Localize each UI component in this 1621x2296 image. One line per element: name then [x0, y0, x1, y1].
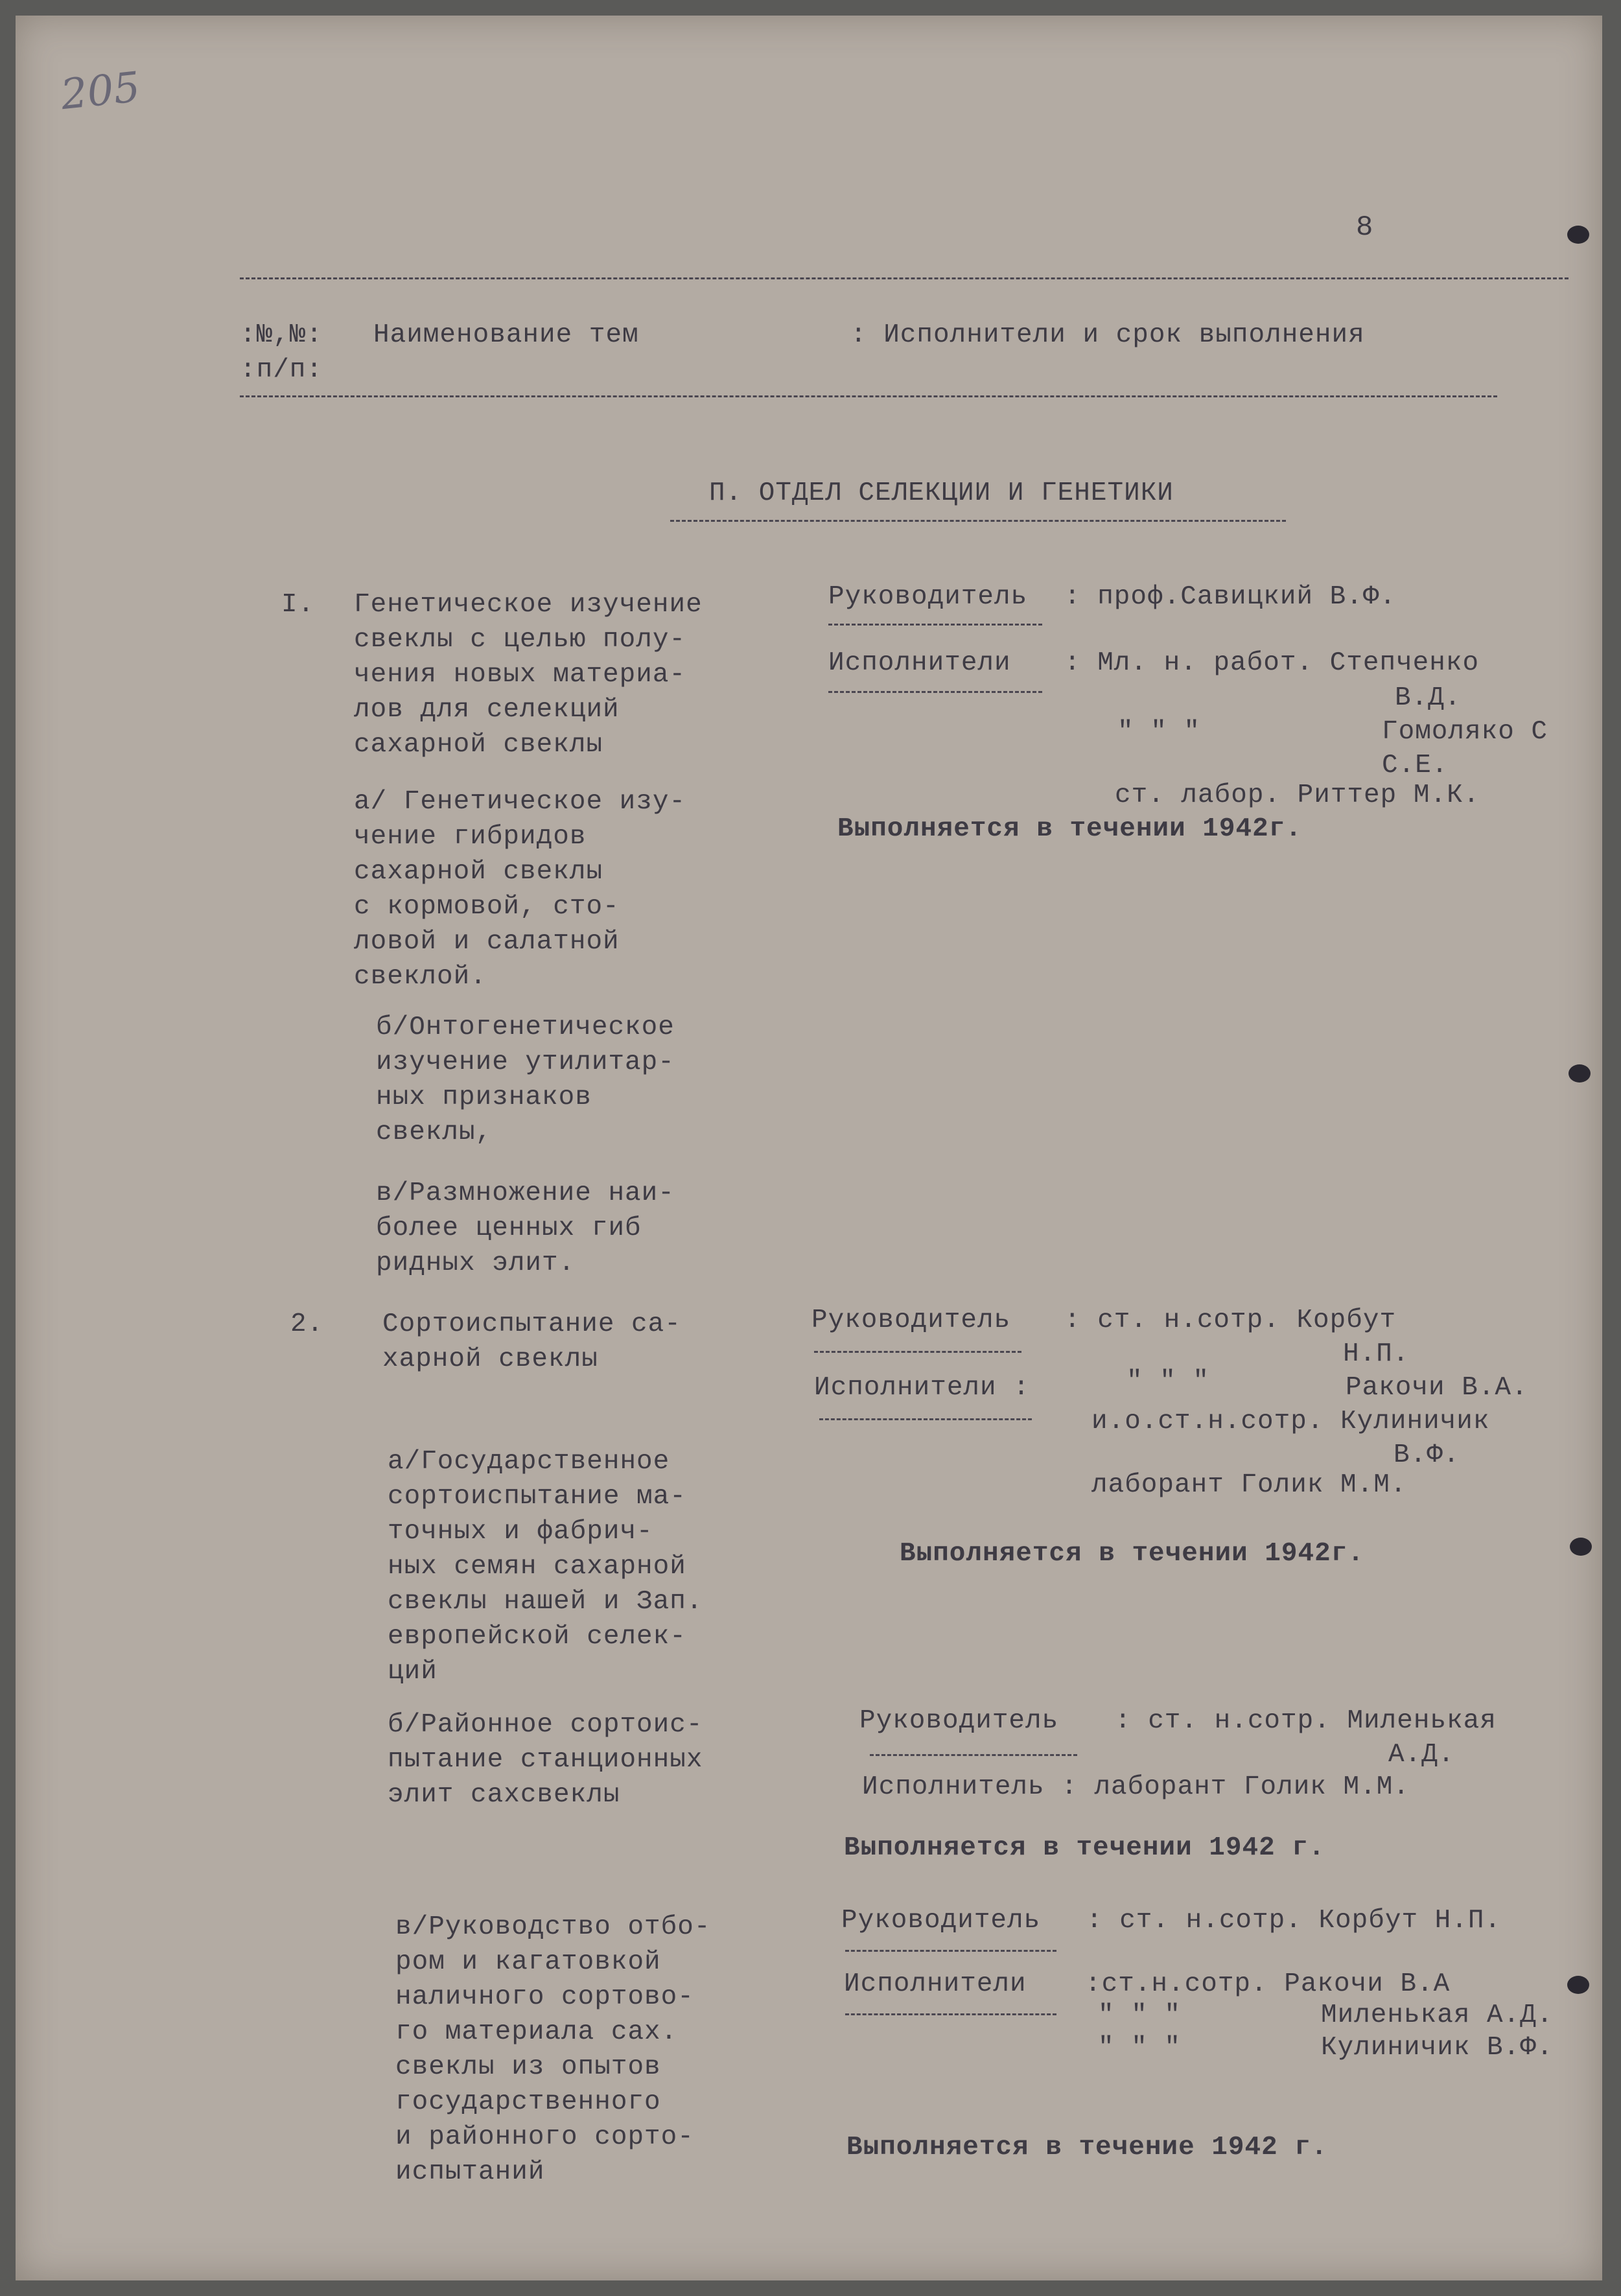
executor-row: Миленькая А.Д. — [1321, 2000, 1554, 2030]
executor-row: " " " — [1098, 2033, 1182, 2063]
subitem-title: в/Размножение наи- более ценных гиб ридных элит. — [376, 1178, 675, 1278]
leader-value-cont: А.Д. — [1388, 1740, 1455, 1770]
executor-row: Ракочи В.А. — [1346, 1373, 1528, 1403]
header-col-topic: Наименование тем — [373, 320, 639, 350]
executor-row: " " " — [1117, 717, 1201, 747]
underline — [819, 1418, 1032, 1420]
underline — [845, 1950, 1056, 1952]
executors-label: Исполнители — [828, 648, 1011, 678]
term: Выполняется в течение 1942 г. — [846, 2133, 1328, 2162]
executor-row: и.о.ст.н.сотр. Кулиничик — [1091, 1407, 1490, 1436]
section-title-underline — [670, 520, 1286, 522]
executor-row: С.Е. — [1382, 751, 1449, 780]
subitem-title: б/Онтогенетическое изучение утилитар- ных признаков свеклы, — [376, 1013, 675, 1147]
archive-number: 205 — [58, 63, 143, 120]
executor-row: лаборант Голик М.М. — [1091, 1470, 1407, 1500]
page-number: 8 — [1356, 211, 1374, 244]
executor-row: :ст.н.сотр. Ракочи В.А — [1085, 1969, 1451, 1999]
term: Выполняется в течении 1942 г. — [844, 1833, 1325, 1863]
executor-row: В.Д. — [1395, 683, 1462, 713]
executor-row: Гомоляко С — [1382, 717, 1548, 747]
item-title: Сортоиспытание са- харной свеклы — [382, 1309, 681, 1374]
executor-row: Кулиничик В.Ф. — [1321, 2033, 1554, 2063]
leader-value: : ст. н.сотр. Корбут — [1064, 1306, 1397, 1335]
header-rule-top — [240, 277, 1569, 279]
item-number: I. — [281, 590, 315, 620]
binder-hole — [1570, 1538, 1592, 1556]
leader-value: : ст. н.сотр. Корбут Н.П. — [1086, 1906, 1502, 1936]
underline — [828, 691, 1042, 693]
underline — [814, 1351, 1021, 1353]
executor-line: Исполнитель : лаборант Голик М.М. — [862, 1772, 1410, 1802]
binder-hole — [1567, 1976, 1589, 1994]
leader-label: Руководитель — [841, 1906, 1041, 1936]
executor-row: ст. лабор. Риттер М.К. — [1115, 780, 1480, 810]
item-title: Генетическое изучение свеклы с целью полу- чения новых материа- лов для селекций сахарной свеклы — [354, 590, 703, 760]
document-page — [16, 16, 1602, 2280]
executors-label: Исполнители : — [814, 1373, 1030, 1403]
subitem-title: б/Районное сортоис- пытание станционных элит сахсвеклы — [388, 1710, 703, 1810]
binder-hole — [1567, 226, 1589, 244]
term: Выполняется в течении 1942г. — [900, 1539, 1364, 1569]
binder-hole — [1569, 1064, 1591, 1083]
subitem-title: в/Руководство отбо- ром и кагатовкой наличного сортово- го материала сах. свеклы из опытов государственного и районного сорто- испытаний — [395, 1912, 711, 2187]
leader-label: Руководитель — [828, 582, 1028, 612]
section-title: П. ОТДЕЛ СЕЛЕКЦИИ И ГЕНЕТИКИ — [709, 478, 1174, 508]
underline — [870, 1754, 1077, 1756]
subitem-title: а/ Генетическое изу- чение гибридов сахарной свеклы с кормовой, сто- ловой и салатной свеклой. — [354, 787, 686, 992]
executor-row: В.Ф. — [1394, 1440, 1460, 1470]
subitem-title: а/Государственное сортоиспытание ма- точных и фабрич- ных семян сахарной свеклы нашей и Зап. европейской селек- ций — [388, 1447, 703, 1687]
underline — [828, 624, 1042, 626]
executor-row: " " " — [1126, 1366, 1210, 1396]
header-col-number-sub: :п/п: — [240, 355, 323, 385]
term: Выполняется в течении 1942г. — [837, 814, 1302, 844]
leader-label: Руководитель — [859, 1706, 1059, 1736]
leader-value: : ст. н.сотр. Миленькая — [1115, 1706, 1497, 1736]
executor-row: " " " — [1098, 2000, 1182, 2030]
header-col-executors: : Исполнители и срок выполнения — [850, 320, 1365, 350]
header-rule-bottom — [240, 395, 1497, 397]
executor-row: : Мл. н. работ. Степченко — [1064, 648, 1480, 678]
leader-label: Руководитель — [811, 1306, 1011, 1335]
leader-value-cont: Н.П. — [1343, 1339, 1410, 1369]
leader-value: : проф.Савицкий В.Ф. — [1064, 582, 1397, 612]
executors-label: Исполнители — [844, 1969, 1027, 1999]
header-col-number: :№,№: — [240, 320, 323, 350]
underline — [845, 2013, 1056, 2015]
item-number: 2. — [290, 1309, 324, 1339]
